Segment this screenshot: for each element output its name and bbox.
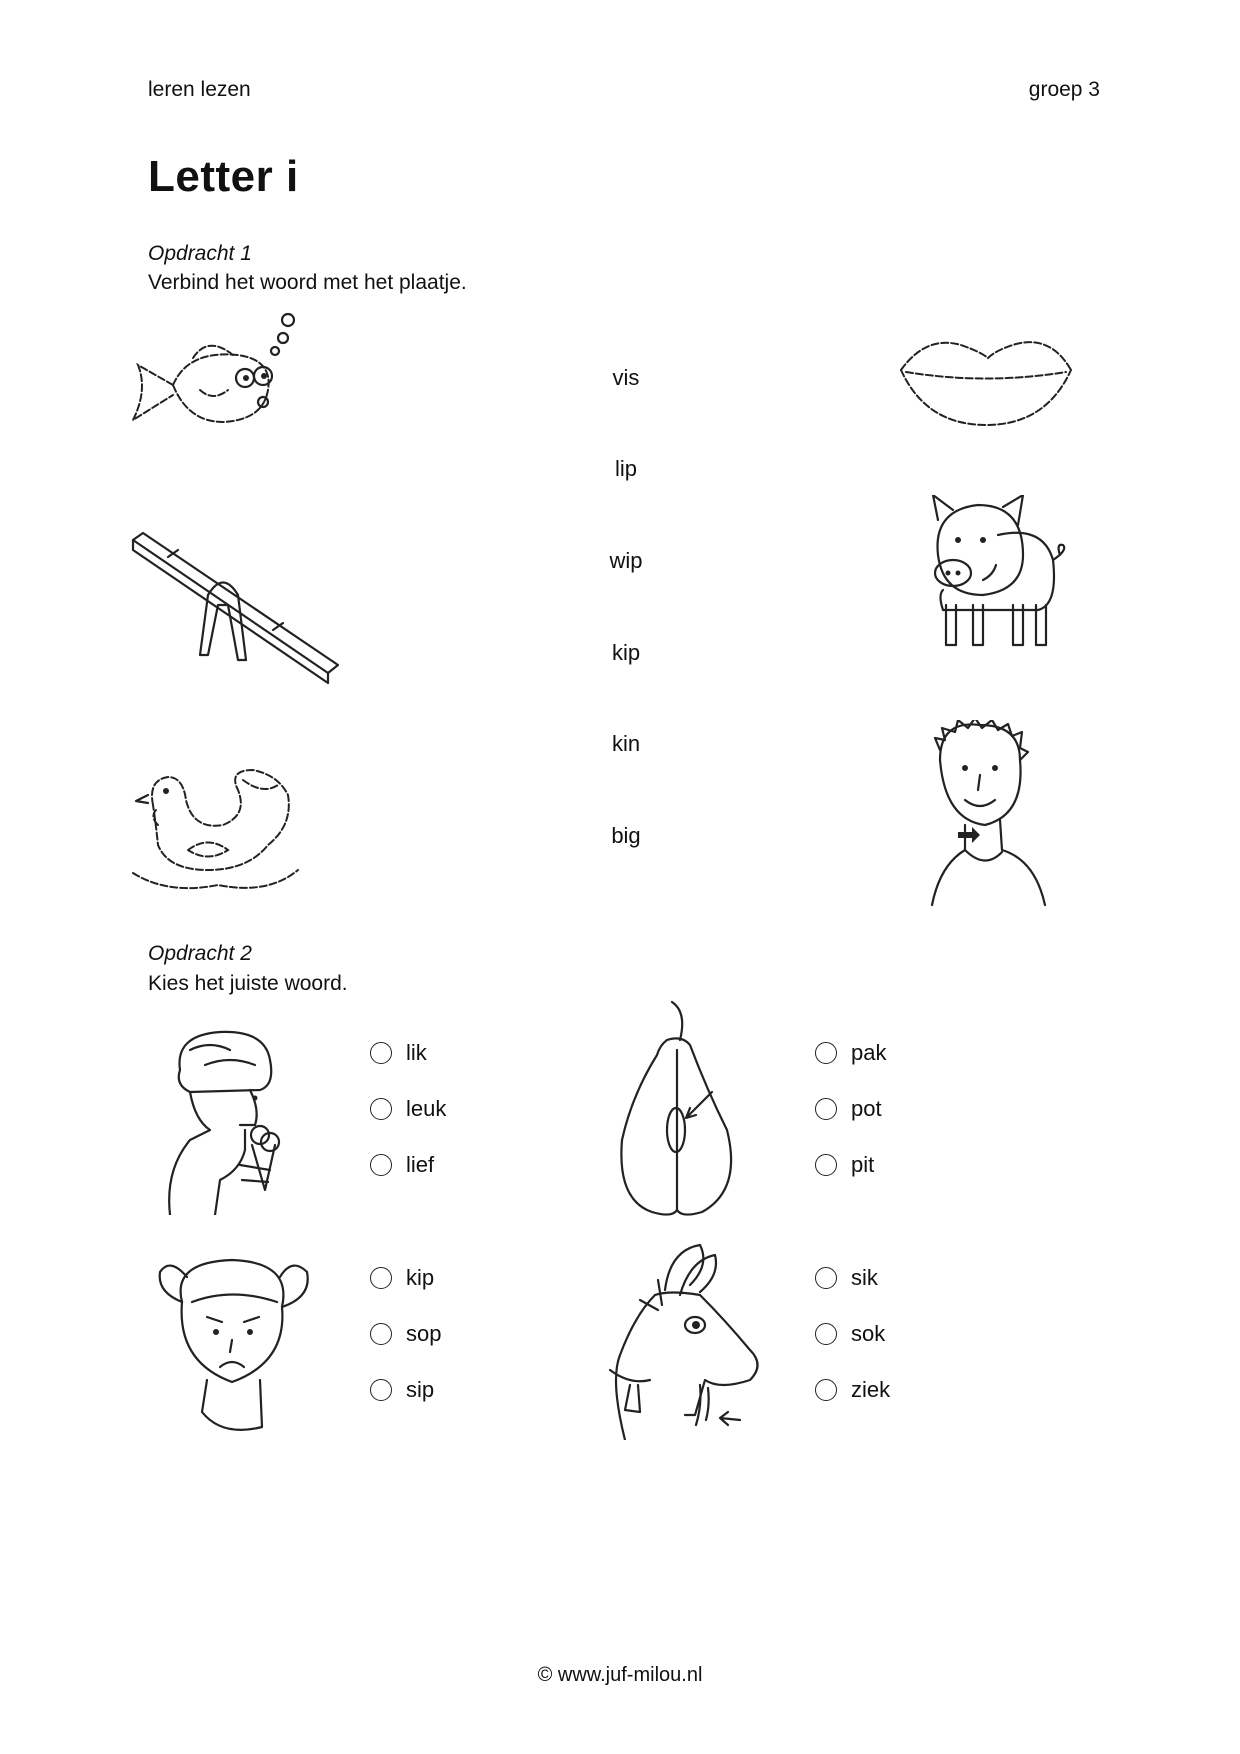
goat-icon[interactable] — [590, 1240, 770, 1440]
option-pot[interactable] — [815, 1094, 882, 1124]
radio-button[interactable] — [370, 1098, 392, 1120]
word-lip[interactable]: lip — [614, 456, 637, 481]
option-sik[interactable] — [815, 1263, 878, 1293]
radio-button[interactable] — [370, 1323, 392, 1345]
pig-icon[interactable] — [928, 495, 1078, 665]
option-leuk[interactable] — [370, 1094, 446, 1124]
exercise1-label: Opdracht 1 — [148, 242, 252, 265]
word-vis[interactable]: vis — [612, 365, 640, 390]
option-sop[interactable] — [370, 1319, 441, 1349]
option-pit[interactable] — [815, 1150, 874, 1180]
option-kip[interactable] — [370, 1263, 434, 1293]
option-label: leuk — [406, 1096, 447, 1121]
radio-button[interactable] — [370, 1379, 392, 1401]
fish-icon[interactable] — [128, 310, 298, 450]
radio-button[interactable] — [815, 1379, 837, 1401]
pear-icon[interactable] — [612, 1000, 742, 1220]
option-label: kip — [406, 1265, 435, 1290]
footer-copyright: © www.juf-milou.nl — [537, 1664, 703, 1686]
option-label: sik — [851, 1265, 878, 1290]
header-right: groep 3 — [1028, 78, 1100, 101]
sad-girl-icon[interactable] — [152, 1252, 317, 1442]
option-label: sop — [406, 1321, 442, 1346]
option-label: pak — [851, 1040, 887, 1065]
boy-chin-icon[interactable] — [920, 720, 1060, 910]
radio-button[interactable] — [815, 1098, 837, 1120]
header-left: leren lezen — [148, 78, 251, 101]
option-label: lik — [406, 1040, 427, 1065]
radio-button[interactable] — [370, 1042, 392, 1064]
exercise2-instruction: Kies het juiste woord. — [148, 972, 348, 995]
exercise2-label: Opdracht 2 — [148, 942, 252, 965]
option-pak[interactable] — [815, 1038, 886, 1068]
page-title: Letter i — [148, 152, 299, 201]
option-label: sok — [851, 1321, 886, 1346]
radio-button[interactable] — [815, 1154, 837, 1176]
option-lik[interactable] — [370, 1038, 427, 1068]
option-label: pot — [851, 1096, 882, 1121]
seesaw-icon[interactable] — [128, 525, 348, 690]
option-label: ziek — [851, 1377, 891, 1402]
word-kip[interactable]: kip — [611, 640, 641, 665]
option-lief[interactable] — [370, 1150, 434, 1180]
word-wip[interactable]: wip — [609, 548, 643, 573]
radio-button[interactable] — [815, 1323, 837, 1345]
chicken-icon[interactable] — [128, 755, 303, 905]
option-label: pit — [851, 1152, 875, 1177]
word-kin[interactable]: kin — [611, 731, 641, 756]
word-big[interactable]: big — [611, 823, 641, 848]
option-sok[interactable] — [815, 1319, 885, 1349]
option-label: lief — [406, 1152, 435, 1177]
radio-button[interactable] — [815, 1042, 837, 1064]
radio-button[interactable] — [370, 1267, 392, 1289]
option-sip[interactable] — [370, 1375, 434, 1405]
option-ziek[interactable] — [815, 1375, 890, 1405]
radio-button[interactable] — [815, 1267, 837, 1289]
radio-button[interactable] — [370, 1154, 392, 1176]
girl-icecream-icon[interactable] — [160, 1030, 310, 1215]
option-label: sip — [406, 1377, 435, 1402]
lips-icon[interactable] — [896, 330, 1076, 430]
exercise1-instruction: Verbind het woord met het plaatje. — [148, 271, 467, 294]
